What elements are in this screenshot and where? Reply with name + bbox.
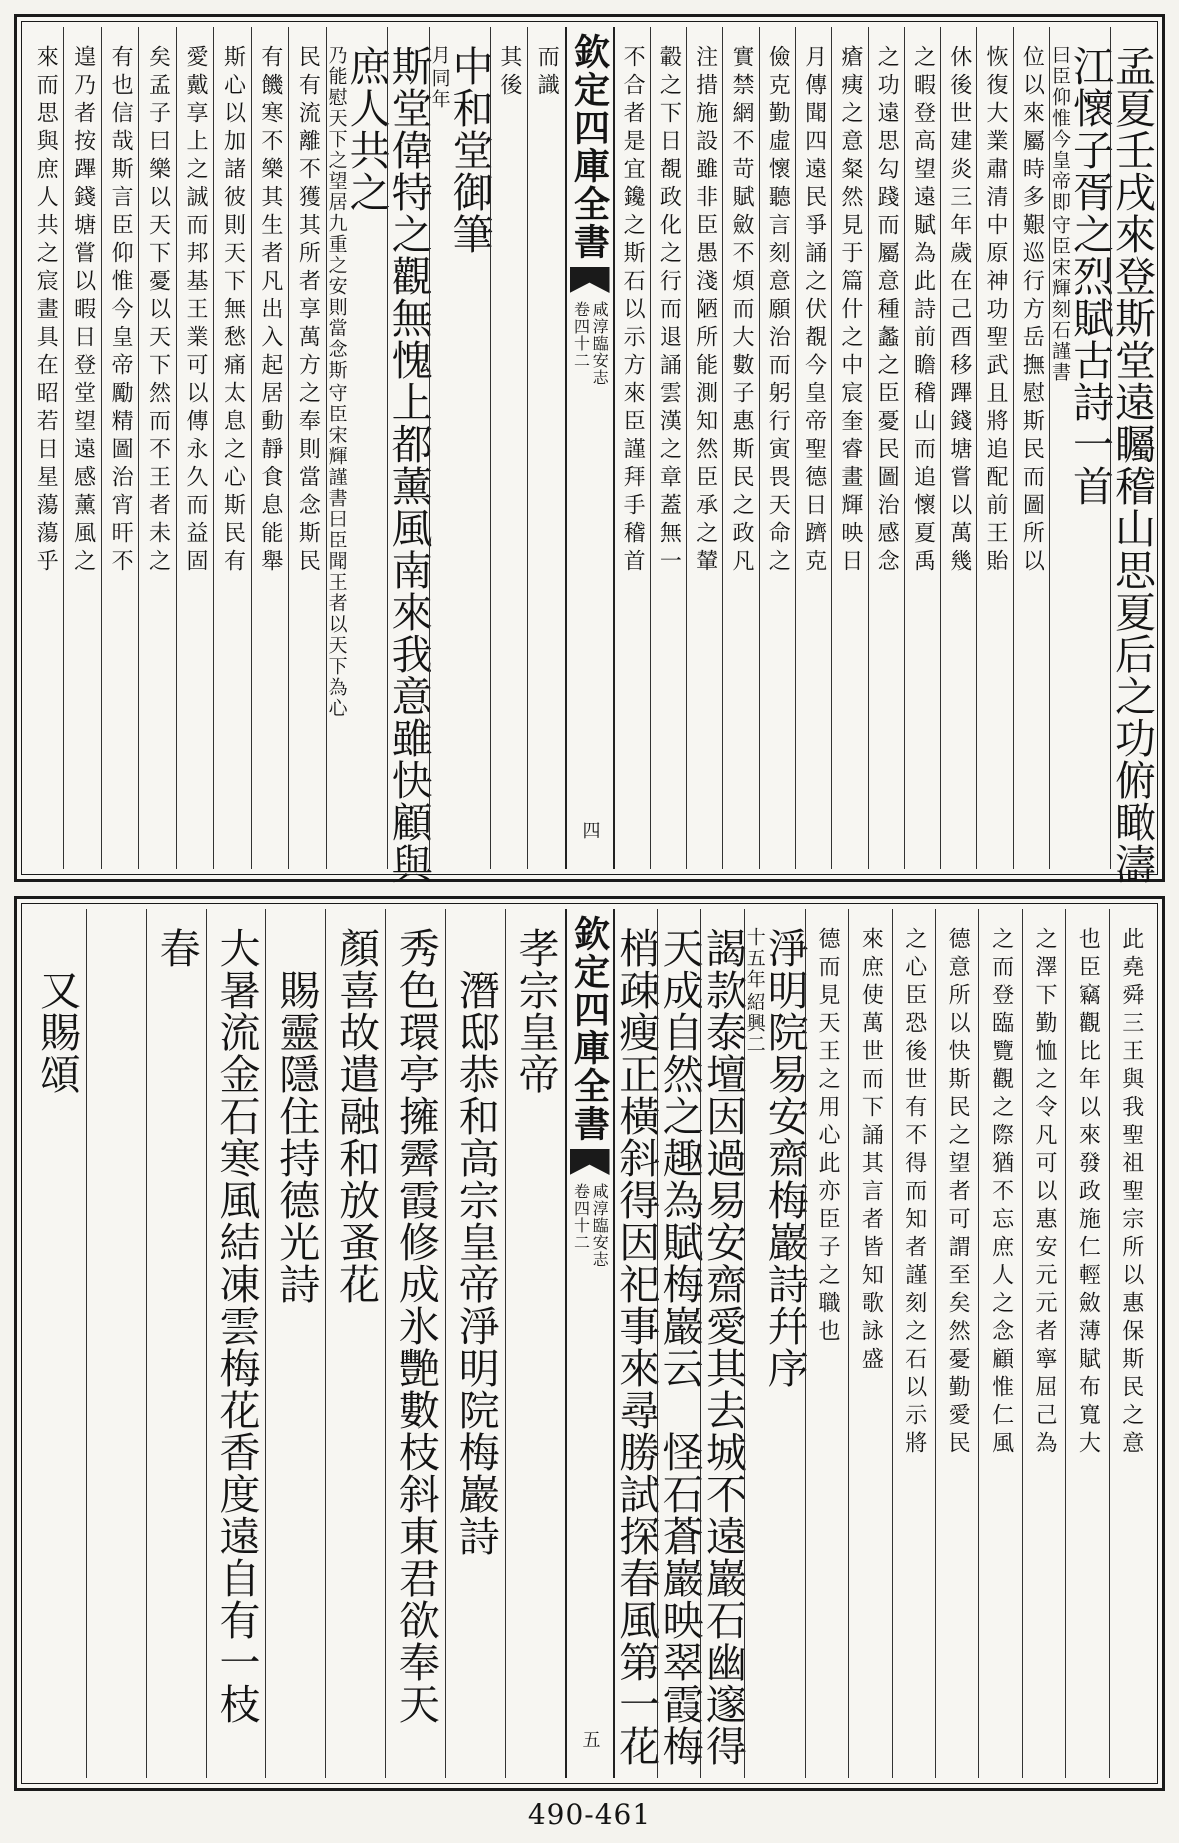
text-column <box>325 909 385 1778</box>
commentary-line: 德而見天王之用心此亦臣子之職也 <box>814 927 840 1347</box>
text-column <box>940 27 976 869</box>
column-heading: 江懷子胥之烈賦古詩一首 <box>1066 45 1114 507</box>
interlinear-note <box>430 45 449 110</box>
heading-with-note <box>1049 45 1114 863</box>
commentary-line: 之暇登高望遠賦為此詩前瞻稽山而追懷夏禹 <box>910 45 936 577</box>
main-text-line: 潛邸恭和高宗皇帝淨明院梅巖詩 <box>451 927 500 1557</box>
column-heading: 庶人共之 <box>342 45 391 213</box>
commentary-line: 德意所以快斯民之望者可謂至矣然憂勤愛民 <box>945 927 971 1459</box>
volume-label-line: 咸淳臨安志 <box>590 1183 610 1268</box>
upper-page-body <box>27 27 1156 885</box>
note-line: 同年 <box>428 68 451 110</box>
commentary-line: 而識 <box>534 45 560 101</box>
commentary-line: 不合者是宜鑱之斯石以示方來臣謹拜手稽首 <box>620 45 646 577</box>
text-column <box>805 909 848 1778</box>
heading-with-note <box>428 45 494 863</box>
commentary-line: 也臣竊觀比年以來發政施仁輕斂薄賦布寬大 <box>1075 927 1101 1459</box>
text-column <box>445 909 505 1778</box>
text-column <box>101 27 138 869</box>
volume-label-line: 卷四十二 <box>571 301 591 369</box>
text-column <box>868 27 904 869</box>
fishtail-mark-icon <box>570 1149 610 1175</box>
leaf-number: 四 <box>579 821 601 839</box>
commentary-line: 休後世建炎三年歲在己酉移蹕錢塘嘗以萬幾 <box>946 45 972 577</box>
text-column <box>1049 27 1114 869</box>
fishtail-mark-icon <box>570 267 610 293</box>
text-column <box>743 909 809 1778</box>
commentary-line: 有饑寒不樂其生者凡出入起居動靜食息能舉 <box>257 45 283 577</box>
text-column <box>1065 909 1108 1778</box>
leaf-number: 五 <box>579 1730 601 1748</box>
commentary-line: 轂之下日覩政化之行而退誦雲漢之章蓋無一 <box>656 45 682 577</box>
text-column <box>505 909 565 1778</box>
commentary-line: 儉克勤虛懷聽言刻意願治而躬行寅畏天命之 <box>765 45 791 577</box>
main-text-line: 謁款泰壇因過易安齋愛其去城不遠巖石幽邃得 <box>699 927 748 1767</box>
book-title: 欽定四庫全書 <box>568 33 611 261</box>
text-column <box>490 27 527 869</box>
text-column <box>1108 27 1156 885</box>
text-column <box>831 27 867 869</box>
heading-with-note <box>325 45 391 863</box>
commentary-line: 恢復大業肅清中原神功聖武且將追配前王貽 <box>983 45 1009 577</box>
main-text-line: 梢疎瘦正橫斜得因祀事來尋勝試探春風第一花 <box>612 927 661 1767</box>
main-text-line: 顏喜故遣融和放蚤花 <box>332 927 381 1305</box>
text-column <box>904 27 940 869</box>
volume-label <box>572 1183 608 1268</box>
note-line: 守臣宋輝刻石謹書 <box>1049 215 1071 383</box>
text-column <box>206 909 266 1778</box>
text-column <box>795 27 831 869</box>
upper-right-text-block <box>615 27 1156 885</box>
commentary-line: 此堯舜三王與我聖祖聖宗所以惠保斯民之意 <box>1118 927 1144 1459</box>
text-column <box>650 27 686 869</box>
commentary-line: 之心臣恐後世有不得而知者謹刻之石以示將 <box>901 927 927 1459</box>
text-column <box>146 909 206 1778</box>
main-text-line: 又賜頌 <box>32 927 81 1095</box>
text-column <box>686 27 722 869</box>
text-column <box>384 27 433 885</box>
text-column <box>935 909 978 1778</box>
note-line: 守臣宋輝謹書曰臣聞王者以天下為心 <box>325 383 348 719</box>
page-identifier: 490-461 <box>527 1798 652 1831</box>
text-column <box>86 909 146 1778</box>
text-column <box>892 909 935 1778</box>
commentary-line: 來而思與庶人共之宸畫具在昭若日星蕩蕩乎 <box>33 45 59 577</box>
lower-right-text-block <box>612 909 1153 1778</box>
lower-page <box>14 896 1165 1791</box>
commentary-line: 遑乃者按蹕錢塘嘗以暇日登堂望遠感薰風之 <box>70 45 96 577</box>
text-column <box>176 27 213 869</box>
text-column <box>385 909 445 1778</box>
text-column <box>614 27 649 869</box>
text-column <box>1109 909 1152 1778</box>
text-column <box>288 27 325 869</box>
commentary-line: 之而登臨覽觀之際猶不忘庶人之念顧惟仁風 <box>988 927 1014 1459</box>
text-column <box>27 27 63 869</box>
text-column <box>1013 27 1049 869</box>
upper-center-margin <box>565 27 615 869</box>
volume-label-line: 卷四十二 <box>571 1183 591 1251</box>
commentary-line: 民有流離不獲其所者享萬方之奉則當念斯民 <box>295 45 321 577</box>
lower-left-text-block <box>27 909 565 1778</box>
volume-label-line: 咸淳臨安志 <box>590 301 610 386</box>
commentary-line: 之功遠思勾踐而屬意種蠡之臣憂民圖治感念 <box>874 45 900 577</box>
text-column <box>655 909 704 1778</box>
column-heading: 中和堂御筆 <box>445 45 494 255</box>
interlinear-note <box>1050 45 1069 383</box>
commentary-line: 注措施設雖非臣愚淺陋所能測知然臣承之輦 <box>692 45 718 577</box>
text-column <box>976 27 1012 869</box>
upper-page <box>14 14 1165 885</box>
main-text-line: 賜靈隱住持德光詩 <box>272 927 321 1305</box>
note-line: 乃能慰天下之望居九重之安則當念斯 <box>325 45 348 381</box>
interlinear-note <box>745 927 764 1055</box>
main-text-line: 春 <box>152 927 201 969</box>
main-text-line: 秀色環亭擁霽霞修成氷艷數枝斜東君欲奉天 <box>391 927 440 1725</box>
volume-label <box>572 301 608 386</box>
text-column <box>213 27 250 869</box>
note-line: 十五年 <box>743 927 766 990</box>
commentary-line: 月傳聞四遠民爭誦之伏覩今皇帝聖德日躋克 <box>801 45 827 577</box>
commentary-line: 斯心以加諸彼則天下無愁痛太息之心斯民有 <box>220 45 246 577</box>
main-text-line: 斯堂偉特之觀無愧上都薰風南來我意雖快顧與 <box>384 45 433 885</box>
text-column <box>63 27 100 869</box>
text-column <box>1022 909 1065 1778</box>
interlinear-note <box>327 45 346 719</box>
text-column <box>759 27 795 869</box>
book-title: 欽定四庫全書 <box>568 915 611 1143</box>
text-column <box>138 27 175 869</box>
upper-left-text-block <box>27 27 565 885</box>
text-column <box>27 909 86 1778</box>
commentary-line: 實禁網不苛賦斂不煩而大數子惠斯民之政凡 <box>728 45 754 577</box>
commentary-line: 來庶使萬世而下誦其言者皆知歌詠盛 <box>858 927 884 1375</box>
note-line: 月 <box>428 45 451 66</box>
text-column <box>251 27 288 869</box>
lower-center-margin <box>565 909 615 1778</box>
main-text-line: 孝宗皇帝 <box>511 927 560 1095</box>
text-column <box>428 27 494 869</box>
note-line: 紹興二 <box>743 992 766 1055</box>
commentary-line: 有也信哉斯言臣仰惟今皇帝勵精圖治宵旰不 <box>108 45 134 577</box>
text-column <box>978 909 1021 1778</box>
text-column <box>699 909 748 1778</box>
column-heading: 淨明院易安齋梅巖詩幷序 <box>760 927 809 1389</box>
commentary-line: 愛戴享上之誠而邦基王業可以傳永久而益固 <box>183 45 208 577</box>
text-column <box>722 27 758 869</box>
text-column <box>527 27 564 869</box>
main-text-line: 大暑流金石寒風結凍雲梅花香度遠自有一枝 <box>212 927 261 1725</box>
text-column <box>848 909 891 1778</box>
commentary-line: 位以來屬時多艱巡行方岳撫慰斯民而圖所以 <box>1019 45 1045 577</box>
commentary-line: 其後 <box>496 45 522 101</box>
commentary-line: 瘡痍之意粲然見于篇什之中宸奎睿畫輝映日 <box>837 45 863 577</box>
text-column <box>325 27 391 869</box>
note-line: 曰臣仰惟今皇帝即 <box>1049 45 1071 213</box>
main-text-line: 天成自然之趣為賦梅巖云 怪石蒼巖映翠霞梅 <box>655 927 704 1767</box>
commentary-line: 矣孟子曰樂以天下憂以天下然而不王者未之 <box>145 45 171 577</box>
commentary-line: 之澤下勤恤之令凡可以惠安元元者寧屈己為 <box>1031 927 1057 1459</box>
main-text-line: 孟夏壬戌來登斯堂遠矚稽山思夏后之功俯瞰濤 <box>1108 45 1156 885</box>
text-column <box>265 909 325 1778</box>
lower-page-body <box>27 909 1152 1778</box>
text-column <box>612 909 661 1778</box>
heading-with-note <box>743 927 809 1772</box>
